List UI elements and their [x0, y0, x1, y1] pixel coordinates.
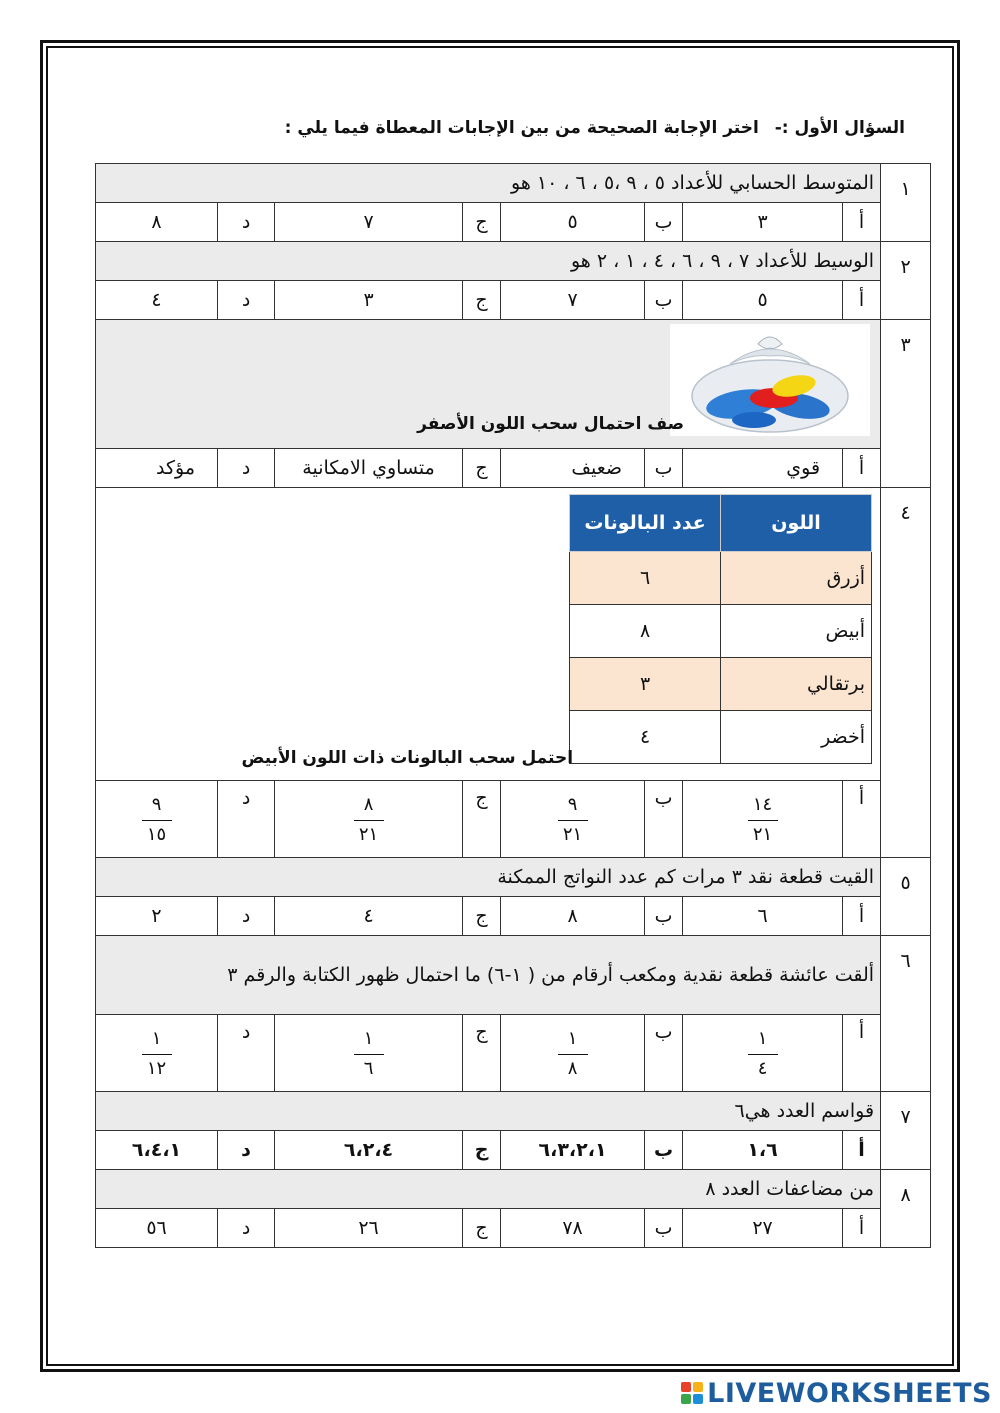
- fraction-bar: [748, 1054, 778, 1055]
- denominator: ٨: [567, 1057, 578, 1079]
- answer-a[interactable]: [683, 781, 843, 858]
- choice-letter-c: ج: [463, 897, 501, 936]
- question-7-row: [96, 1092, 931, 1131]
- liveworksheets-footer: [681, 1376, 992, 1410]
- choice-letter-c: ج: [463, 449, 501, 488]
- choice-letter-d: د: [218, 1209, 275, 1248]
- answer-b[interactable]: ٨: [501, 897, 645, 936]
- question-number: ٥: [881, 858, 931, 936]
- answer-c[interactable]: ٧: [275, 203, 463, 242]
- answer-c[interactable]: ٦،٢،٤: [275, 1131, 463, 1170]
- bag-of-chips-image: [670, 324, 870, 436]
- question-text: القيت قطعة نقد ٣ مرات كم عدد النواتج الممكنة: [96, 858, 881, 897]
- choice-letter-c: ج: [463, 1015, 501, 1092]
- question-1-row: [96, 164, 931, 203]
- question-text: الوسيط للأعداد ٧ ، ٩ ، ٦ ، ٤ ، ١ ، ٢ هو: [96, 242, 881, 281]
- answer-d[interactable]: [96, 781, 218, 858]
- choice-letter-a: أ: [843, 1209, 881, 1248]
- question-number: ٢: [881, 242, 931, 320]
- question-number: ٧: [881, 1092, 931, 1170]
- question-3-content: [96, 320, 881, 449]
- question-4-content: [96, 488, 881, 781]
- denominator: ٢١: [358, 823, 379, 845]
- table-cell-color: أبيض: [721, 605, 872, 658]
- choice-letter-a: أ: [843, 449, 881, 488]
- fraction: [142, 795, 172, 845]
- bag-illustration: [670, 324, 870, 436]
- choice-letter-c: ج: [463, 1209, 501, 1248]
- table-row: [570, 605, 872, 658]
- table-cell-color: أخضر: [721, 711, 872, 764]
- choice-letter-b: ب: [645, 781, 683, 858]
- question-5-row: [96, 858, 931, 897]
- table-header-color: اللون: [721, 495, 872, 552]
- answer-a[interactable]: ٥: [683, 281, 843, 320]
- choice-letter-b: ب: [645, 203, 683, 242]
- numerator: ٩: [567, 793, 578, 815]
- answer-a[interactable]: ٣: [683, 203, 843, 242]
- answer-c[interactable]: ٣: [275, 281, 463, 320]
- fraction-bar: [558, 1054, 588, 1055]
- answer-d[interactable]: ٨: [96, 203, 218, 242]
- answer-c[interactable]: ٤: [275, 897, 463, 936]
- choice-letter-b: ب: [645, 1209, 683, 1248]
- table-cell-color: أزرق: [721, 552, 872, 605]
- balloon-count-table: [569, 494, 872, 764]
- answer-b[interactable]: ٦،٣،٢،١: [501, 1131, 645, 1170]
- question-3-answers: [96, 449, 931, 488]
- choice-letter-c: ج: [463, 781, 501, 858]
- question-6-row: [96, 936, 931, 1015]
- table-cell-count: ٤: [570, 711, 721, 764]
- choice-letter-d: د: [218, 1131, 275, 1170]
- questions-table: [95, 163, 931, 1248]
- fraction-bar: [558, 820, 588, 821]
- question-number: ٣: [881, 320, 931, 488]
- fraction: [748, 795, 778, 845]
- numerator: ١: [363, 1027, 374, 1049]
- fraction: [354, 795, 384, 845]
- fraction: [558, 1029, 588, 1079]
- choice-letter-d: د: [218, 897, 275, 936]
- question-text: المتوسط الحسابي للأعداد ٥ ، ٩ ،٥ ، ٦ ، ١٠ هو: [96, 164, 881, 203]
- question-text: من مضاعفات العدد ٨: [96, 1170, 881, 1209]
- choice-letter-d: د: [218, 281, 275, 320]
- liveworksheets-brand[interactable]: LIVEWORKSHEETS: [707, 1377, 992, 1409]
- fraction-bar: [142, 820, 172, 821]
- choice-letter-a: أ: [843, 203, 881, 242]
- denominator: ١٥: [146, 823, 167, 845]
- choice-letter-b: ب: [645, 1131, 683, 1170]
- answer-c[interactable]: متساوي الامكانية: [275, 449, 463, 488]
- question-1-answers: [96, 203, 931, 242]
- question-text: قواسم العدد هي٦: [96, 1092, 881, 1131]
- denominator: ٢١: [752, 823, 773, 845]
- choice-letter-d: د: [218, 449, 275, 488]
- choice-letter-d: د: [218, 781, 275, 858]
- choice-letter-c: ج: [463, 203, 501, 242]
- answer-b[interactable]: ضعيف: [501, 449, 645, 488]
- denominator: ١٢: [146, 1057, 167, 1079]
- answer-a[interactable]: ١،٦: [683, 1131, 843, 1170]
- question-4-caption: احتمل سحب البالونات ذات اللون الأبيض: [241, 748, 574, 768]
- choice-letter-b: ب: [645, 897, 683, 936]
- answer-a[interactable]: [683, 1015, 843, 1092]
- answer-d[interactable]: ٥٦: [96, 1209, 218, 1248]
- numerator: ١: [567, 1027, 578, 1049]
- choice-letter-b: ب: [645, 1015, 683, 1092]
- numerator: ٩: [151, 793, 162, 815]
- question-4-answers: [96, 781, 931, 858]
- question-2-answers: [96, 281, 931, 320]
- fraction-bar: [354, 1054, 384, 1055]
- liveworksheets-logo-icon: [681, 1382, 703, 1404]
- heading-instruction: اختر الإجابة الصحيحة من بين الإجابات المعطاة فيما يلي :: [284, 118, 759, 138]
- table-row: [570, 552, 872, 605]
- answer-b[interactable]: ٧٨: [501, 1209, 645, 1248]
- answer-b[interactable]: [501, 1015, 645, 1092]
- question-4-row: [96, 488, 931, 781]
- table-cell-count: ٨: [570, 605, 721, 658]
- answer-c[interactable]: ٢٦: [275, 1209, 463, 1248]
- choice-letter-a: أ: [843, 1131, 881, 1170]
- choice-letter-b: ب: [645, 449, 683, 488]
- numerator: ١: [151, 1027, 162, 1049]
- table-cell-color: برتقالي: [721, 658, 872, 711]
- section-heading: [285, 118, 905, 138]
- choice-letter-c: ج: [463, 281, 501, 320]
- question-5-answers: [96, 897, 931, 936]
- answer-c[interactable]: [275, 1015, 463, 1092]
- answer-d[interactable]: ٤: [96, 281, 218, 320]
- question-7-answers: [96, 1131, 931, 1170]
- choice-letter-d: د: [218, 1015, 275, 1092]
- fraction: [748, 1029, 778, 1079]
- choice-letter-a: أ: [843, 1015, 881, 1092]
- numerator: ١٤: [752, 793, 773, 815]
- choice-letter-b: ب: [645, 281, 683, 320]
- denominator: ٤: [757, 1057, 768, 1079]
- answer-d[interactable]: [96, 1015, 218, 1092]
- fraction-bar: [142, 1054, 172, 1055]
- question-text: ألقت عائشة قطعة نقدية ومكعب أرقام من ( ١-٦) ما احتمال ظهور الكتابة والرقم ٣: [96, 936, 881, 1015]
- choice-letter-a: أ: [843, 897, 881, 936]
- fraction: [354, 1029, 384, 1079]
- answer-d[interactable]: مؤكد: [96, 449, 218, 488]
- table-cell-count: ٣: [570, 658, 721, 711]
- denominator: ٦: [363, 1057, 374, 1079]
- fraction-bar: [354, 820, 384, 821]
- heading-title: السؤال الأول :-: [774, 118, 905, 138]
- answer-a[interactable]: ٢٧: [683, 1209, 843, 1248]
- answer-b[interactable]: ٥: [501, 203, 645, 242]
- question-8-answers: [96, 1209, 931, 1248]
- answer-d[interactable]: ٢: [96, 897, 218, 936]
- answer-b[interactable]: [501, 781, 645, 858]
- choice-letter-a: أ: [843, 781, 881, 858]
- answer-d[interactable]: ٦،٤،١: [96, 1131, 218, 1170]
- fraction: [558, 795, 588, 845]
- numerator: ١: [757, 1027, 768, 1049]
- question-6-answers: [96, 1015, 931, 1092]
- question-2-row: [96, 242, 931, 281]
- question-number: ١: [881, 164, 931, 242]
- table-row: [570, 711, 872, 764]
- question-number: ٤: [881, 488, 931, 858]
- answer-a[interactable]: ٦: [683, 897, 843, 936]
- fraction: [142, 1029, 172, 1079]
- fraction-bar: [748, 820, 778, 821]
- choice-letter-c: ج: [463, 1131, 501, 1170]
- choice-letter-d: د: [218, 203, 275, 242]
- answer-c[interactable]: [275, 781, 463, 858]
- numerator: ٨: [363, 793, 374, 815]
- table-cell-count: ٦: [570, 552, 721, 605]
- question-number: ٦: [881, 936, 931, 1092]
- denominator: ٢١: [562, 823, 583, 845]
- question-3-caption: صف احتمال سحب اللون الأصفر: [417, 414, 685, 434]
- table-header-count: عدد البالونات: [570, 495, 721, 552]
- answer-b[interactable]: ٧: [501, 281, 645, 320]
- table-row: [570, 658, 872, 711]
- question-number: ٨: [881, 1170, 931, 1248]
- question-3-row: [96, 320, 931, 449]
- answer-a[interactable]: قوي: [683, 449, 843, 488]
- question-8-row: [96, 1170, 931, 1209]
- choice-letter-a: أ: [843, 281, 881, 320]
